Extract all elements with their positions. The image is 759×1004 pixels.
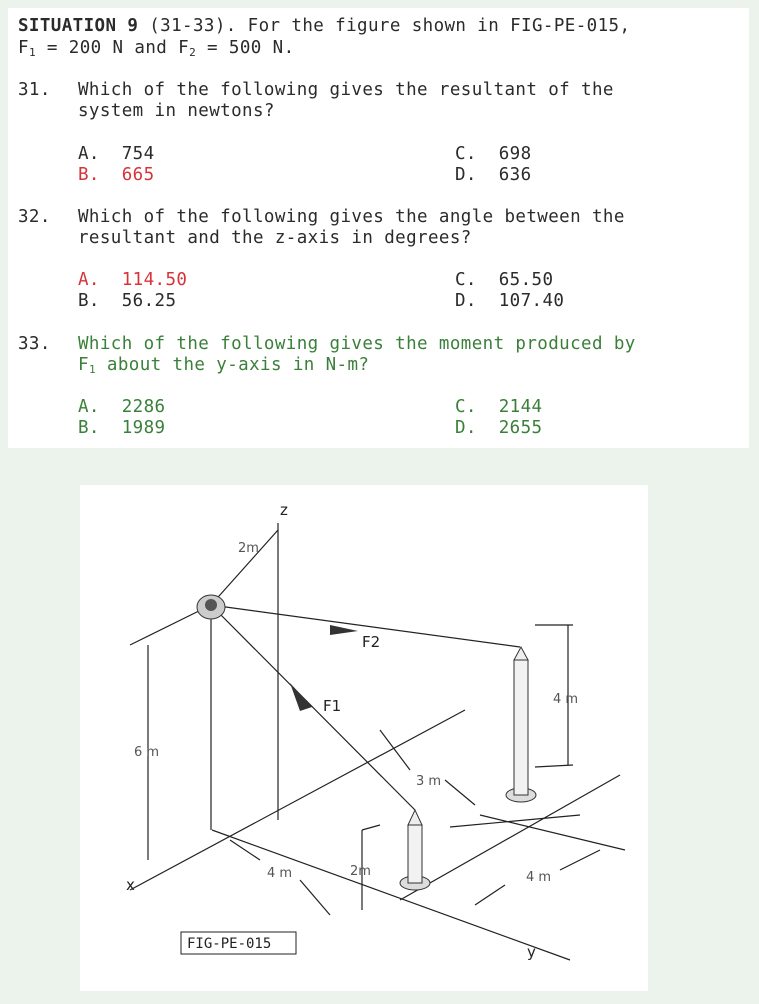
dim-4m-lower-right-a: [475, 885, 505, 905]
dim-4m-bottom-a: [230, 840, 260, 860]
q32-number: 32.: [18, 207, 51, 227]
q31-choice-b[interactable]: B. 665: [78, 165, 155, 185]
q33-choice-a[interactable]: A. 2286: [78, 397, 166, 417]
situation-range: (31-33). For the figure shown in FIG-PE-015,: [138, 16, 631, 36]
middle-post: [400, 810, 430, 890]
q31-choice-d[interactable]: D. 636: [455, 165, 532, 185]
q33-line2: $F_1$ about the y-axis in N-m?: [78, 355, 370, 376]
z-axis-label: z: [280, 501, 288, 519]
f2-value: = 500 N.: [196, 38, 295, 58]
question-card: [8, 8, 749, 448]
dim-2m-bottom-tick: [362, 825, 380, 830]
f2-arrow-icon: [330, 625, 358, 635]
q31-line1: Which of the following gives the resultant of the: [78, 80, 614, 100]
f2-label: F2: [362, 633, 381, 651]
dim-4m-lower-right-label: 4 m: [526, 870, 552, 885]
q32-line1: Which of the following gives the angle between the: [78, 207, 625, 227]
dim-4m-right-tick-bottom: [535, 765, 573, 767]
figure-caption: FIG-PE-015: [187, 936, 272, 952]
ground-line-base-right: [480, 815, 625, 850]
q32-choice-b[interactable]: B. 56.25: [78, 291, 177, 311]
f1-arrow-icon: [290, 683, 312, 711]
dim-4m-bottom-label: 4 m: [267, 866, 293, 881]
dim-3m-label: 3 m: [416, 774, 442, 789]
q33-choice-b[interactable]: B. 1989: [78, 418, 166, 438]
dim-4m-right-label: 4 m: [553, 692, 579, 707]
q32-line2: resultant and the z-axis in degrees?: [78, 228, 472, 248]
q31-line2: system in newtons?: [78, 101, 275, 121]
q31-number: 31.: [18, 80, 51, 100]
figure-panel: [80, 485, 648, 991]
y-axis-label: y: [527, 943, 536, 961]
dim-6m-label: 6 m: [134, 745, 160, 760]
f1-label: F1: [323, 697, 342, 715]
q33-choice-d[interactable]: D. 2655: [455, 418, 543, 438]
q31-choice-c[interactable]: C. 698: [455, 144, 532, 164]
given-forces: [18, 37, 295, 59]
q32-choice-d[interactable]: D. 107.40: [455, 291, 565, 311]
situation-title: SITUATION 9: [18, 16, 139, 36]
q32-choice-c[interactable]: C. 65.50: [455, 270, 554, 290]
q31-choice-a[interactable]: A. 754: [78, 144, 155, 164]
f1-line: [211, 605, 415, 810]
ground-line-left-base: [450, 815, 580, 827]
f1-symbol: F: [18, 38, 29, 58]
f2-subscript: 2: [189, 46, 197, 59]
dim-3m-line-a: [380, 730, 410, 770]
figure-diagram: [80, 485, 648, 991]
f1-value: = 200 N and F: [35, 38, 190, 58]
q33-choice-c[interactable]: C. 2144: [455, 397, 543, 417]
q33-number: 33.: [18, 334, 51, 354]
q33-line1: Which of the following gives the moment produced by: [78, 334, 636, 354]
dim-3m-line-b: [445, 780, 475, 805]
dim-4m-lower-right-b: [560, 850, 600, 870]
q32-choice-a[interactable]: A. 114.50: [78, 270, 188, 290]
x-axis-label: x: [126, 876, 135, 894]
dim-2m-bottom-label: 2m: [350, 864, 371, 879]
origin-ball: [197, 595, 225, 619]
situation-header: [18, 15, 630, 37]
dim-2m-top-label: 2m: [238, 541, 259, 556]
right-post: [506, 647, 536, 802]
f1-subscript: 1: [28, 46, 36, 59]
dim-4m-bottom-b: [300, 880, 330, 915]
